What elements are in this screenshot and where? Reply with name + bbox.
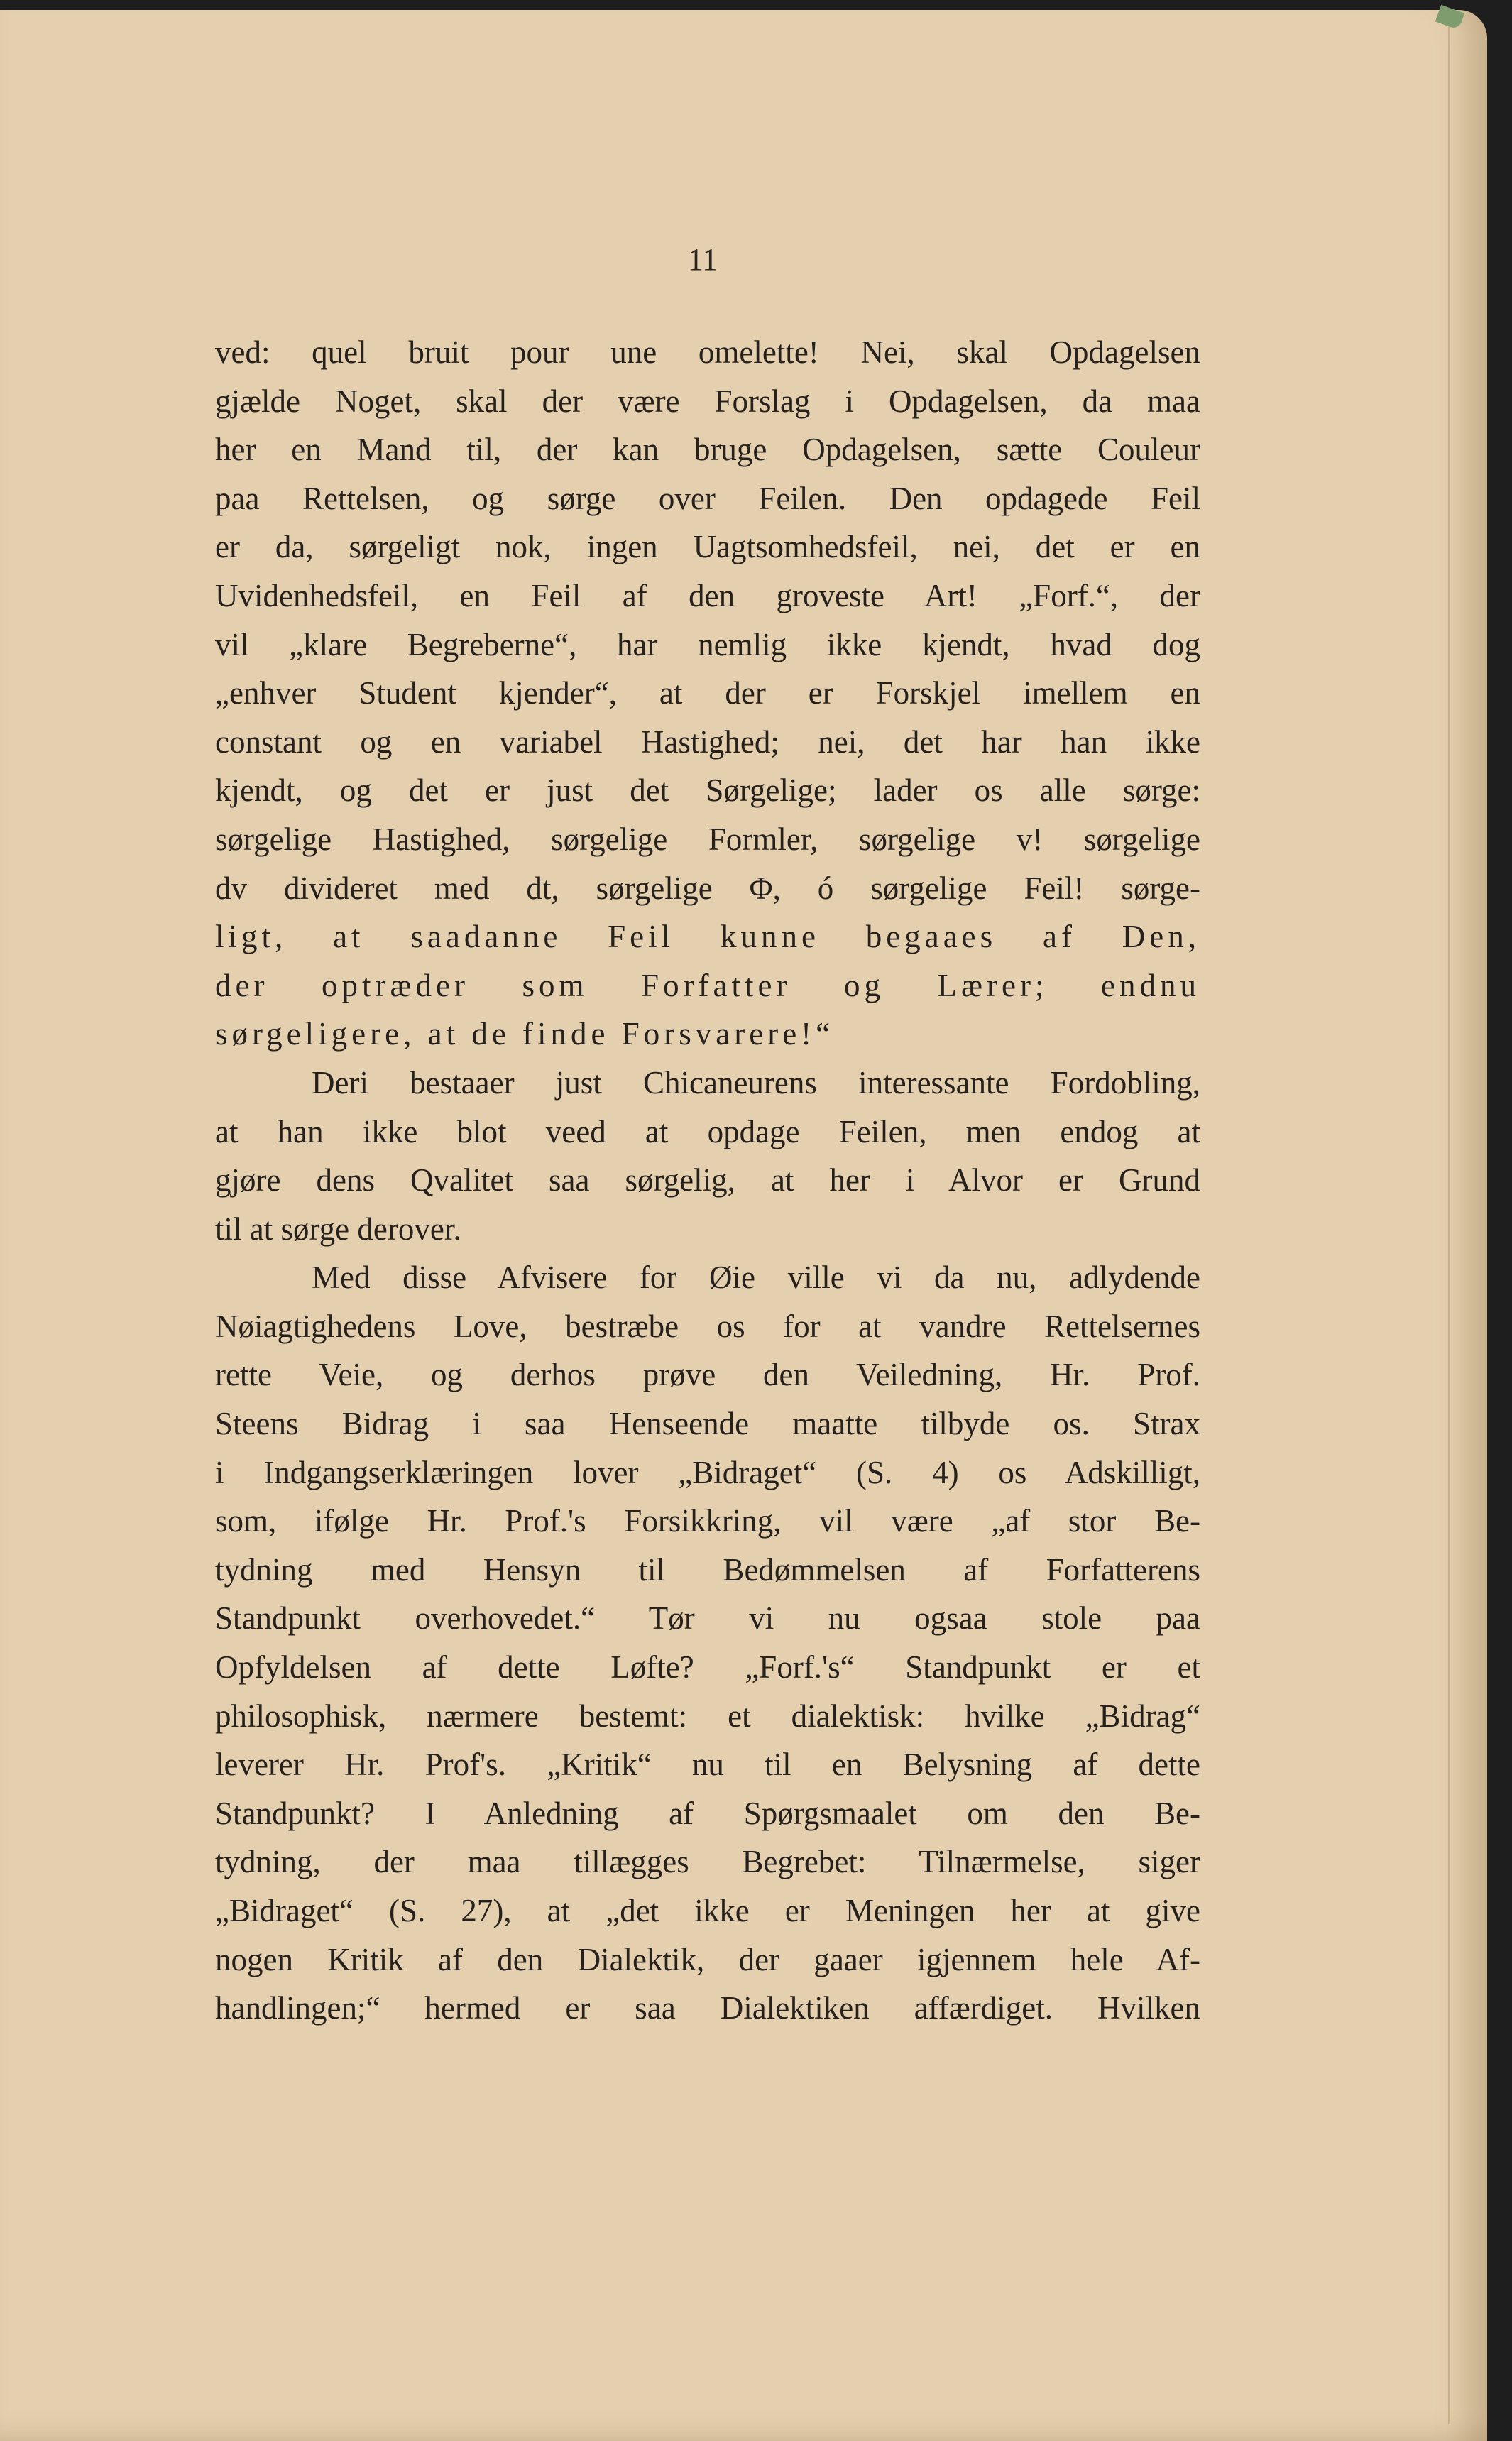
text-line: kjendt, og det er just det Sørgelige; lader os alle sørge: (215, 772, 1200, 809)
text-line: gjøre dens Qvalitet saa sørgelig, at her i Alvor er Grund (215, 1162, 1200, 1198)
text-line: som, ifølge Hr. Prof.'s Forsikkring, vil være „af stor Be- (215, 1503, 1200, 1539)
text-line: at han ikke blot veed at opdage Feilen, men endog at (215, 1113, 1200, 1149)
text-line: Standpunkt? I Anledning af Spørgsmaalet om den Be- (215, 1795, 1200, 1831)
text-line-spaced: sørgeligere, at de finde Forsvarere!“ (215, 1016, 835, 1052)
text-line: sørgelige Hastighed, sørgelige Formler, sørgelige v! sørgelige (215, 821, 1200, 857)
text-line: Steens Bidrag i saa Henseende maatte tilbyde os. Strax (215, 1406, 1200, 1442)
text-line: paa Rettelsen, og sørge over Feilen. Den opdagede Feil (215, 480, 1200, 516)
text-line: vil „klare Begreberne“, har nemlig ikke kjendt, hvad dog (215, 626, 1200, 662)
text-line: til at sørge derover. (215, 1211, 461, 1247)
text-line-spaced: ligt, at saadanne Feil kunne begaaes af Den, (215, 919, 1200, 955)
text-line: Standpunkt overhovedet.“ Tør vi nu ogsaa stole paa (215, 1600, 1200, 1637)
text-line: constant og en variabel Hastighed; nei, det har han ikke (215, 723, 1200, 760)
text-line: „Bidraget“ (S. 27), at „det ikke er Meningen her at give (215, 1893, 1200, 1928)
text-line: handlingen;“ hermed er saa Dialektiken affærdiget. Hvilken (215, 1990, 1200, 2026)
text-line: nogen Kritik af den Dialektik, der gaaer igjennem hele Af- (215, 1941, 1200, 1977)
text-line: „enhver Student kjender“, at der er Forskjel imellem en (215, 675, 1200, 711)
text-line: Uvidenhedsfeil, en Feil af den groveste Art! „Forf.“, der (215, 577, 1200, 613)
text-line: er da, sørgeligt nok, ingen Uagtsomhedsfeil, nei, det er en (215, 529, 1200, 565)
text-line: Nøiagtighedens Love, bestræbe os for at vandre Rettelsernes (215, 1308, 1200, 1344)
text-line: dv divideret med dt, sørgelige Φ, ó sørgelige Feil! sørge- (215, 870, 1200, 906)
body-text (215, 328, 1200, 2033)
paragraph-start-line: Deri bestaaer just Chicaneurens interessante Fordobling, (312, 1064, 1200, 1101)
text-line: i Indgangserklæringen lover „Bidraget“ (S. 4) os Adskilligt, (215, 1454, 1200, 1490)
text-line: tydning med Hensyn til Bedømmelsen af Forfatterens (215, 1551, 1200, 1588)
text-line: ved: quel bruit pour une omelette! Nei, skal Opdagelsen (215, 334, 1200, 370)
text-line: philosophisk, nærmere bestemt: et dialektisk: hvilke „Bidrag“ (215, 1698, 1200, 1734)
page-number: 11 (687, 242, 718, 277)
text-line: gjælde Noget, skal der være Forslag i Opdagelsen, da maa (215, 383, 1200, 419)
text-line: rette Veie, og derhos prøve den Veiledning, Hr. Prof. (215, 1357, 1200, 1393)
page-fold-edge (1448, 10, 1450, 2424)
text-line: Opfyldelsen af dette Løfte? „Forf.'s“ Standpunkt er et (215, 1649, 1200, 1686)
text-line: tydning, der maa tillægges Begrebet: Tilnærmelse, siger (215, 1844, 1200, 1880)
text-line: her en Mand til, der kan bruge Opdagelsen, sætte Couleur (215, 432, 1200, 468)
text-line-spaced: der optræder som Forfatter og Lærer; endnu (215, 967, 1200, 1003)
text-line: leverer Hr. Prof's. „Kritik“ nu til en Belysning af dette (215, 1747, 1200, 1783)
paragraph-start-line: Med disse Afvisere for Øie ville vi da nu, adlydende (312, 1260, 1200, 1296)
